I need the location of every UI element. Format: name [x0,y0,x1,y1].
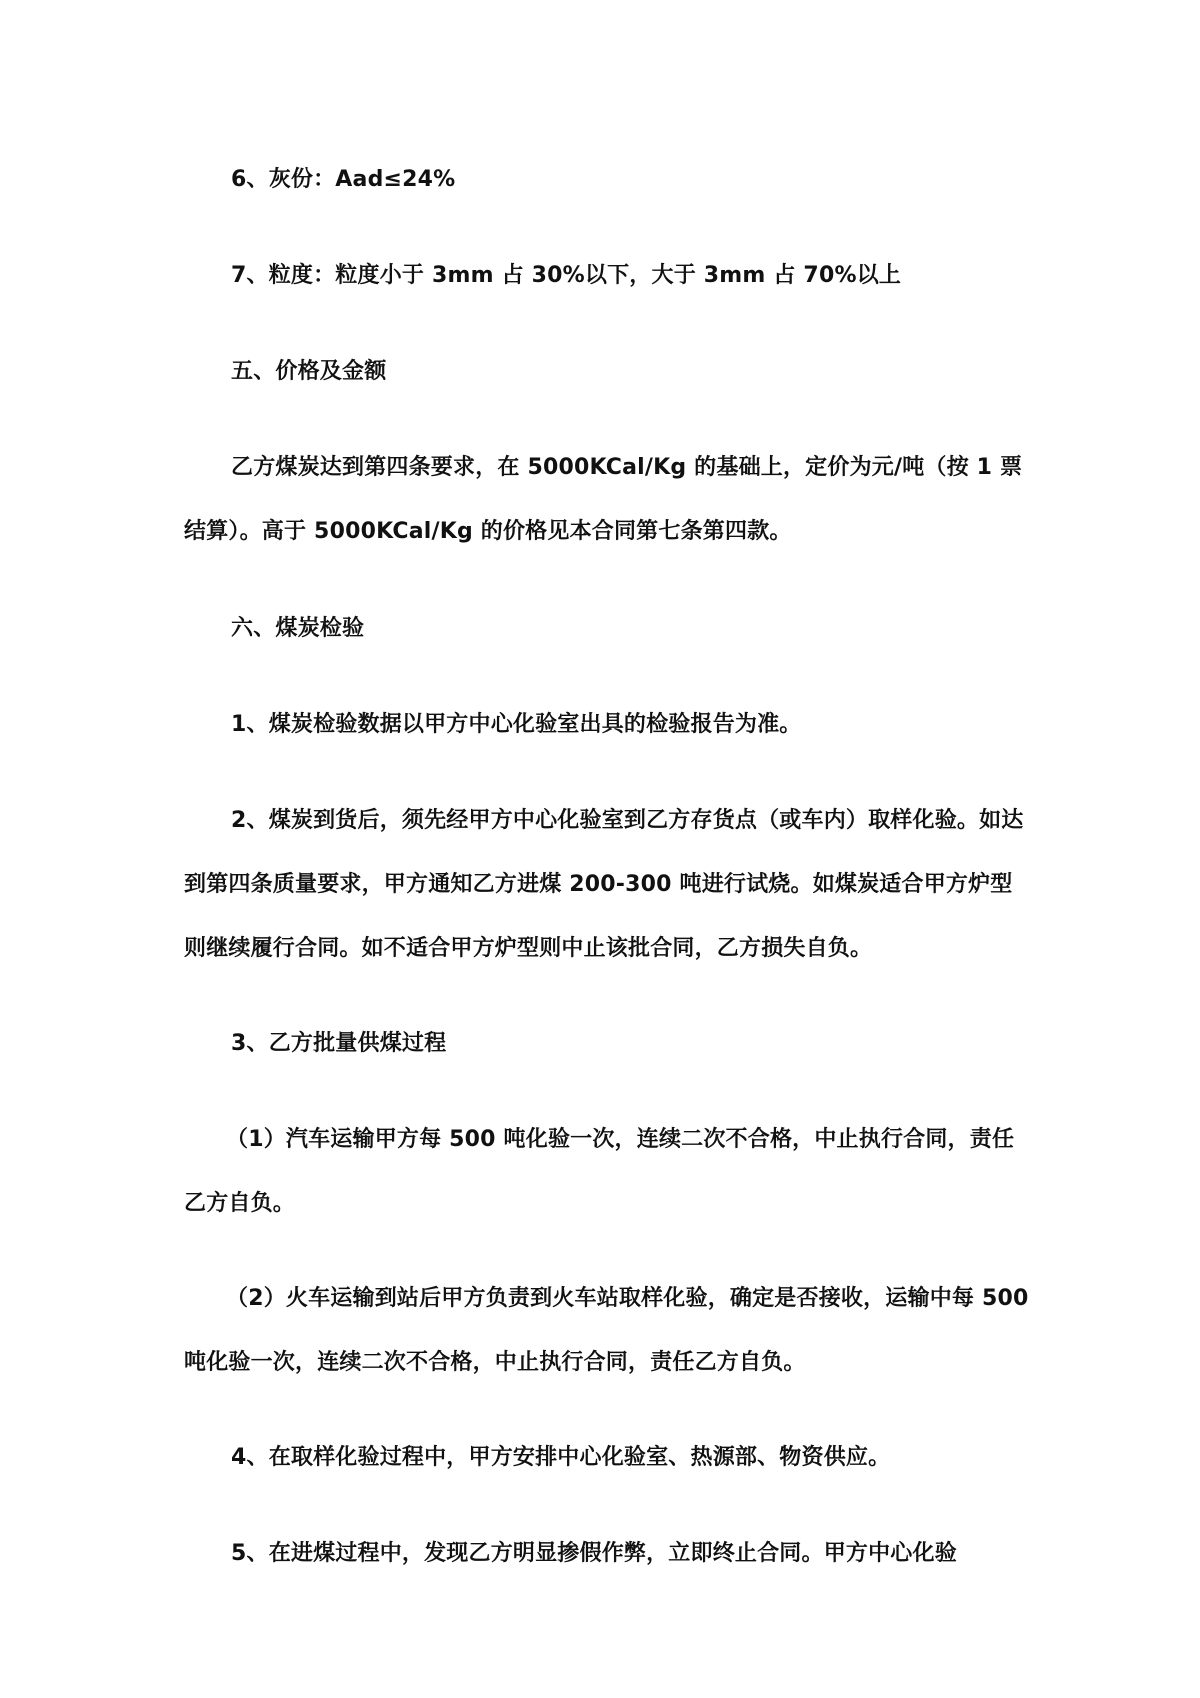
section-heading-price: 五、价格及金额 [231,359,387,384]
paragraph-granularity: 7、粒度：粒度小于 3mm 占 30%以下，大于 3mm 占 70%以上 [231,263,902,288]
paragraph-inspection-1: 1、煤炭检验数据以甲方中心化验室出具的检验报告为准。 [231,712,802,737]
paragraph-inspection-3-1: （1）汽车运输甲方每 500 吨化验一次，连续二次不合格，中止执行合同，责任乙方自负。 [184,1127,1015,1216]
paragraph-inspection-4: 4、在取样化验过程中，甲方安排中心化验室、热源部、物资供应。 [231,1445,891,1470]
paragraph-inspection-5: 5、在进煤过程中，发现乙方明显掺假作弊，立即终止合同。甲方中心化验 [231,1541,957,1566]
paragraph-inspection-2: 2、煤炭到货后，须先经甲方中心化验室到乙方存货点（或车内）取样化验。如达到第四条质量要求，甲方通知乙方进煤 200-300 吨进行试烧。如煤炭适合甲方炉型则继续履行合同。如不适合甲方炉型则中止该批合同，乙方损失自负。 [184,808,1024,961]
paragraph-inspection-3: 3、乙方批量供煤过程 [231,1031,447,1056]
paragraph-price-terms: 乙方煤炭达到第四条要求，在 5000KCal/Kg 的基础上，定价为元/吨（按 1 票结算）。高于 5000KCal/Kg 的价格见本合同第七条第四款。 [184,455,1023,544]
paragraph-ash-content: 6、灰份：Aad≤24% [231,167,456,192]
paragraph-inspection-3-2: （2）火车运输到站后甲方负责到火车站取样化验，确定是否接收，运输中每 500 吨化验一次，连续二次不合格，中止执行合同，责任乙方自负。 [184,1286,1029,1375]
section-heading-inspection: 六、煤炭检验 [231,616,365,641]
